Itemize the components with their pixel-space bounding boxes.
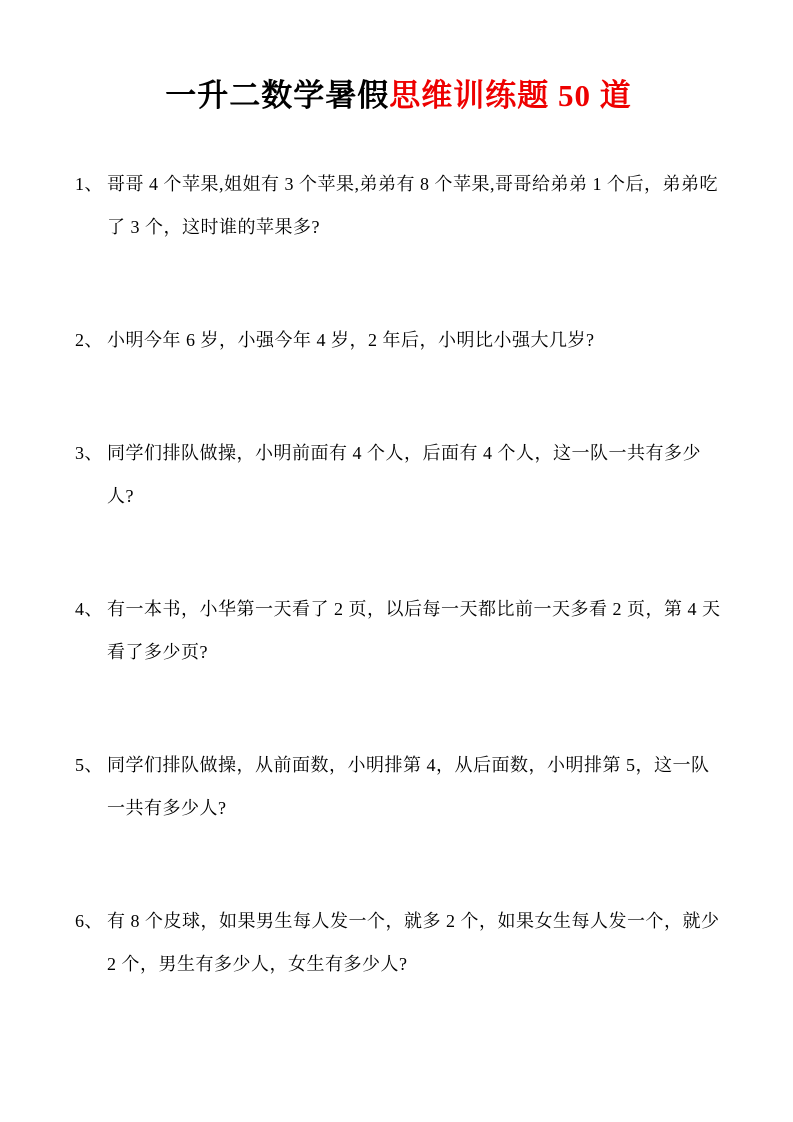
question-number: 2、	[75, 330, 103, 350]
page-title-red-part: 思维训练题 50 道	[389, 78, 632, 113]
question-item-4	[75, 588, 722, 674]
question-text: 小明今年 6 岁，小强今年 4 岁，2 年后，小明比小强大几岁?	[107, 330, 595, 350]
question-text: 哥哥 4 个苹果,姐姐有 3 个苹果,弟弟有 8 个苹果,哥哥给弟弟 1 个后，弟弟吃了 3 个，这时谁的苹果多?	[107, 174, 718, 237]
question-number: 6、	[75, 911, 103, 931]
page-title-black-part: 一升二数学暑假	[165, 78, 390, 113]
question-item-2	[75, 319, 722, 362]
question-item-3	[75, 432, 722, 518]
question-item-6	[75, 900, 722, 986]
question-text: 同学们排队做操，从前面数，小明排第 4，从后面数，小明排第 5，这一队一共有多少人?	[107, 755, 710, 818]
question-item-5	[75, 744, 722, 830]
question-text: 有 8 个皮球，如果男生每人发一个，就多 2 个，如果女生每人发一个，就少 2 个，男生有多少人，女生有多少人?	[107, 911, 720, 974]
question-item-1	[75, 163, 722, 249]
question-number: 3、	[75, 443, 103, 463]
question-text: 同学们排队做操，小明前面有 4 个人，后面有 4 个人，这一队一共有多少人?	[107, 443, 701, 506]
question-number: 5、	[75, 755, 103, 775]
question-text: 有一本书，小华第一天看了 2 页，以后每一天都比前一天多看 2 页，第 4 天看了多少页?	[107, 599, 721, 662]
question-number: 1、	[75, 174, 103, 194]
question-number: 4、	[75, 599, 103, 619]
page-title	[75, 76, 722, 116]
